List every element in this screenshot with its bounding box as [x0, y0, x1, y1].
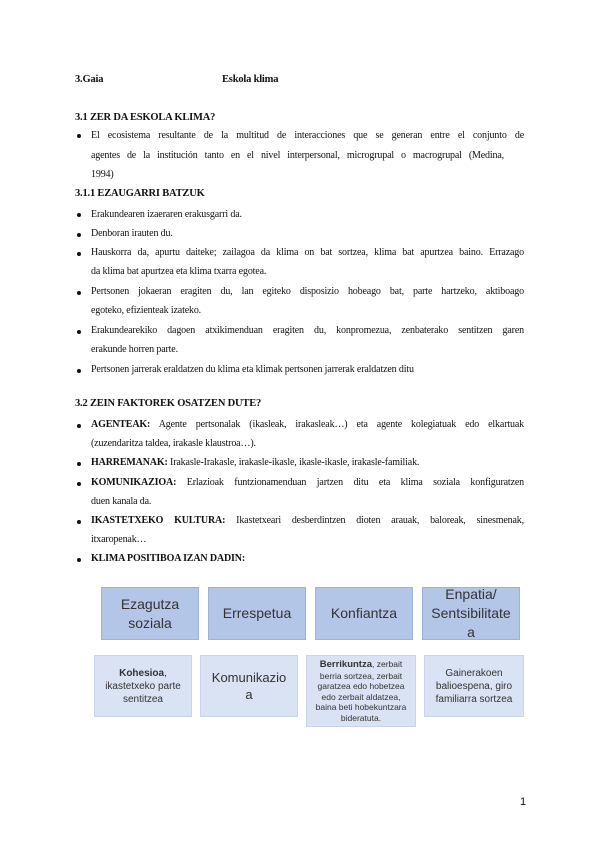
box-text-line: berria sortzea, zerbait	[319, 670, 403, 681]
diagram-box-appreciation	[424, 655, 524, 717]
definition-line-1: El ecosistema resultante de la multitud de interacciones que se generan entre el conjunto de	[91, 130, 524, 141]
feature-6: Pertsonen jarrerak eraldatzen du klima eta klimak pertsonen jarrerak eraldatzen ditu	[91, 364, 414, 375]
factor-communication-line-2: duen kanala da.	[91, 496, 152, 507]
box-text-line: garatzea edo hobetzea	[317, 681, 405, 691]
factor-agents-label: AGENTEAK:	[91, 419, 151, 430]
section-heading-3-2: 3.2 ZEIN FAKTOREK OSATZEN DUTE?	[75, 398, 262, 409]
chapter-title: Eskola klima	[222, 74, 279, 85]
box-text-line	[316, 659, 407, 671]
factor-culture-text: Ikastetxeari desberdintzen dioten arauak, baloreak, sinesmenak,	[225, 515, 524, 526]
box-text-line: a	[245, 687, 253, 702]
factor-culture-line-2: itxaropenak…	[91, 534, 147, 545]
bullet-dot	[77, 233, 81, 237]
diagram-box-empathy	[422, 587, 520, 640]
factor-agents-line-1	[91, 418, 524, 432]
bullet-dot	[77, 369, 81, 373]
box-text-line: Sentsibilitate	[431, 605, 511, 621]
bullet-dot	[77, 134, 81, 138]
bullet-dot	[77, 330, 81, 334]
bullet-dot	[77, 213, 81, 217]
factor-relations-label: HARREMANAK:	[91, 457, 168, 468]
box-text-line: a	[467, 624, 475, 640]
feature-5-line-2: erakunde horren parte.	[91, 344, 178, 355]
box-text-line: sentitzea	[122, 693, 163, 705]
section-heading-3-1-1: 3.1.1 EZAUGARRI BATZUK	[75, 188, 205, 199]
positive-climate-label: KLIMA POSITIBOA IZAN DADIN:	[91, 553, 246, 564]
bullet-dot	[77, 482, 81, 486]
box-text-line: ikastetxeko parte	[105, 680, 181, 692]
box-text-line: edo zerbait aldatzea,	[321, 691, 401, 702]
bullet-dot	[77, 462, 81, 466]
factor-culture-label: IKASTETXEKO KULTURA:	[91, 515, 226, 526]
diagram-box-communication	[200, 655, 298, 717]
diagram-box-respect	[208, 587, 306, 640]
bullet-dot	[77, 424, 81, 428]
factor-communication-text: Erlazioak funtzionamenduan jartzen ditu eta klima soziala konfiguratzen	[176, 477, 524, 488]
box-text-line: Komunikazio	[211, 670, 287, 685]
feature-2: Denboran irauten du.	[91, 228, 173, 239]
box-text-line: soziala	[128, 614, 172, 631]
factor-agents-text: Agente pertsonalak (ikasleak, irakasleak…) eta agente kolegiatuak edo elkartuak	[150, 419, 524, 430]
feature-4-line-1: Pertsonen jokaeran eragiten du, lan egiteko disposizio hobeago bat, parte hartzeko, aktiboago	[91, 286, 524, 297]
bullet-dot	[77, 520, 81, 524]
box-text-line: bideratuta.	[340, 712, 382, 723]
box-text: , zerbait	[372, 659, 403, 669]
box-text-line: familiarra sortzea	[435, 693, 513, 705]
feature-4-line-2: egoteko, efizienteak izateko.	[91, 305, 202, 316]
box-text-line: baina beti hobekuntzara	[315, 702, 407, 712]
feature-1: Erakundearen izaeraren erakusgarri da.	[91, 209, 242, 220]
box-text-line	[105, 667, 181, 680]
factor-communication-line-1	[91, 476, 524, 490]
factor-agents-line-2: (zuzendaritza taldea, irakasle klaustroa…).	[91, 438, 256, 449]
box-text-line: Konfiantza	[330, 605, 398, 621]
section-heading-3-1: 3.1 ZER DA ESKOLA KLIMA?	[75, 112, 216, 123]
bullet-dot	[77, 252, 81, 256]
box-text-line: Enpatia/	[445, 586, 497, 602]
feature-5-line-1: Erakundearekiko dagoen atxikimenduan eragiten du, konpromezua, zenbaterako sentitzen garen	[91, 325, 524, 336]
diagram-box-social-knowledge	[101, 587, 199, 640]
box-text-line: Ezagutza	[120, 595, 180, 612]
definition-line-3: 1994)	[91, 169, 114, 180]
factor-culture-line-1	[91, 514, 524, 528]
diagram-box-cohesion	[94, 655, 192, 717]
feature-3-line-1: Hauskorra da, apurtu daiteke; zailagoa da klima on bat sortzea, klima bat apurtzea baino. Errazago	[91, 247, 524, 258]
definition-line-2: agentes de la institución tanto en el nivel interpersonal, microgrupal o macrogrupal (Medina,	[91, 150, 504, 161]
factor-relations	[91, 456, 419, 470]
bullet-dot	[77, 558, 81, 562]
diagram-box-innovation	[306, 655, 416, 727]
box-bold-text: Kohesioa	[119, 667, 165, 679]
feature-3-line-2: da klima bat apurtzea eta klima txarra egotea.	[91, 266, 267, 277]
box-text: ,	[164, 667, 167, 679]
page-number: 1	[520, 796, 527, 808]
box-text-line: balioespena, giro	[435, 680, 513, 692]
bullet-dot	[77, 291, 81, 295]
factor-communication-label: KOMUNIKAZIOA:	[91, 477, 177, 488]
diagram-box-trust	[315, 587, 413, 640]
factor-relations-text: Irakasle-Irakasle, irakasle-ikasle, ikasle-ikasle, irakasle-familiak.	[167, 457, 420, 468]
box-text-line: Gainerakoen	[445, 667, 503, 679]
box-bold-text: Berrikuntza	[319, 659, 372, 670]
box-text-line: Errespetua	[222, 605, 292, 621]
chapter-number: 3.Gaia	[75, 74, 104, 85]
